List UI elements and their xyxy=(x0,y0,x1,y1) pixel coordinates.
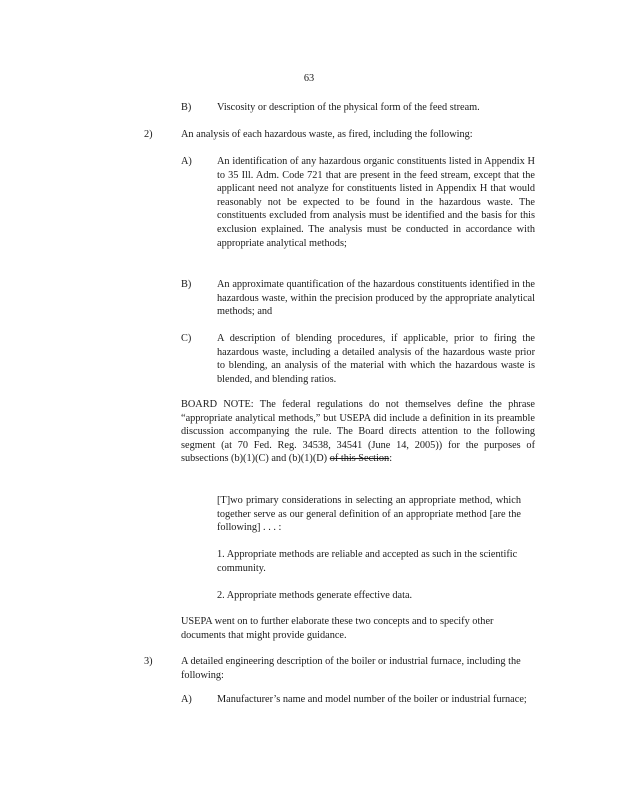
subitem-text: An approximate quantification of the hazardous constituents identified in the hazardous waste, within the precision produced by the appropriate analytical methods; and xyxy=(217,279,535,318)
subitem-label: A) xyxy=(181,694,192,705)
subitem-label: C) xyxy=(181,333,192,344)
subitem-label: B) xyxy=(181,279,192,290)
board-note xyxy=(181,398,535,466)
subitem-text: Manufacturer’s name and model number of the boiler or industrial furnace; xyxy=(217,694,527,705)
quote-point-1: 1. Appropriate methods are reliable and accepted as such in the scientific community. xyxy=(217,549,518,574)
page-number: 63 xyxy=(303,73,315,84)
quote-intro: [T]wo primary considerations in selecting an appropriate method, which together serve as our general definition of an appropriate method [are the following] . . . : xyxy=(217,495,521,534)
quote-point-2: 2. Appropriate methods generate effective data. xyxy=(217,590,413,601)
board-note-text: BOARD NOTE: The federal regulations do not themselves define the phrase “appropriate analytical methods,” but USEPA did include a definition in its preamble discussion accompanying the rule. The Board directs attention to the following segment (at 70 Fed. Reg. 34538, 34541 (June 14, 2005)) for the purposes of subsections (b)(1)(C) and (b)(1)(D) xyxy=(181,399,535,465)
board-note-end: : xyxy=(389,453,393,465)
subitem-text: An identification of any hazardous organic constituents listed in Appendix H to 35 Ill. Adm. Code 721 that are present in the feed stream, except that the applicant need not analyze for constituents listed in Appendix H that would reasonably not be expected to be found in the hazardous waste. The constituents excluded from analysis must be identified and the basis for this exclusion explained. The analysis must be conducted in accordance with appropriate analytical methods; xyxy=(217,156,535,249)
item-label: B) xyxy=(181,102,192,113)
subitem-label: A) xyxy=(181,156,192,167)
item-text: Viscosity or description of the physical form of the feed stream. xyxy=(217,102,480,113)
item-label: 2) xyxy=(144,129,153,140)
item-text: A detailed engineering description of the boiler or industrial furnace, including the following: xyxy=(181,656,521,681)
subitem-text: A description of blending procedures, if applicable, prior to firing the hazardous waste, including a detailed analysis of the hazardous waste prior to blending, an analysis of the material with which the hazardous waste is blended, and blending ratios. xyxy=(217,333,535,385)
item-label: 3) xyxy=(144,656,153,667)
usepa-paragraph: USEPA went on to further elaborate these two concepts and to specify other documents that might provide guidance. xyxy=(181,616,494,641)
item-text: An analysis of each hazardous waste, as fired, including the following: xyxy=(181,129,473,140)
struck-text: of this Section xyxy=(329,453,390,465)
